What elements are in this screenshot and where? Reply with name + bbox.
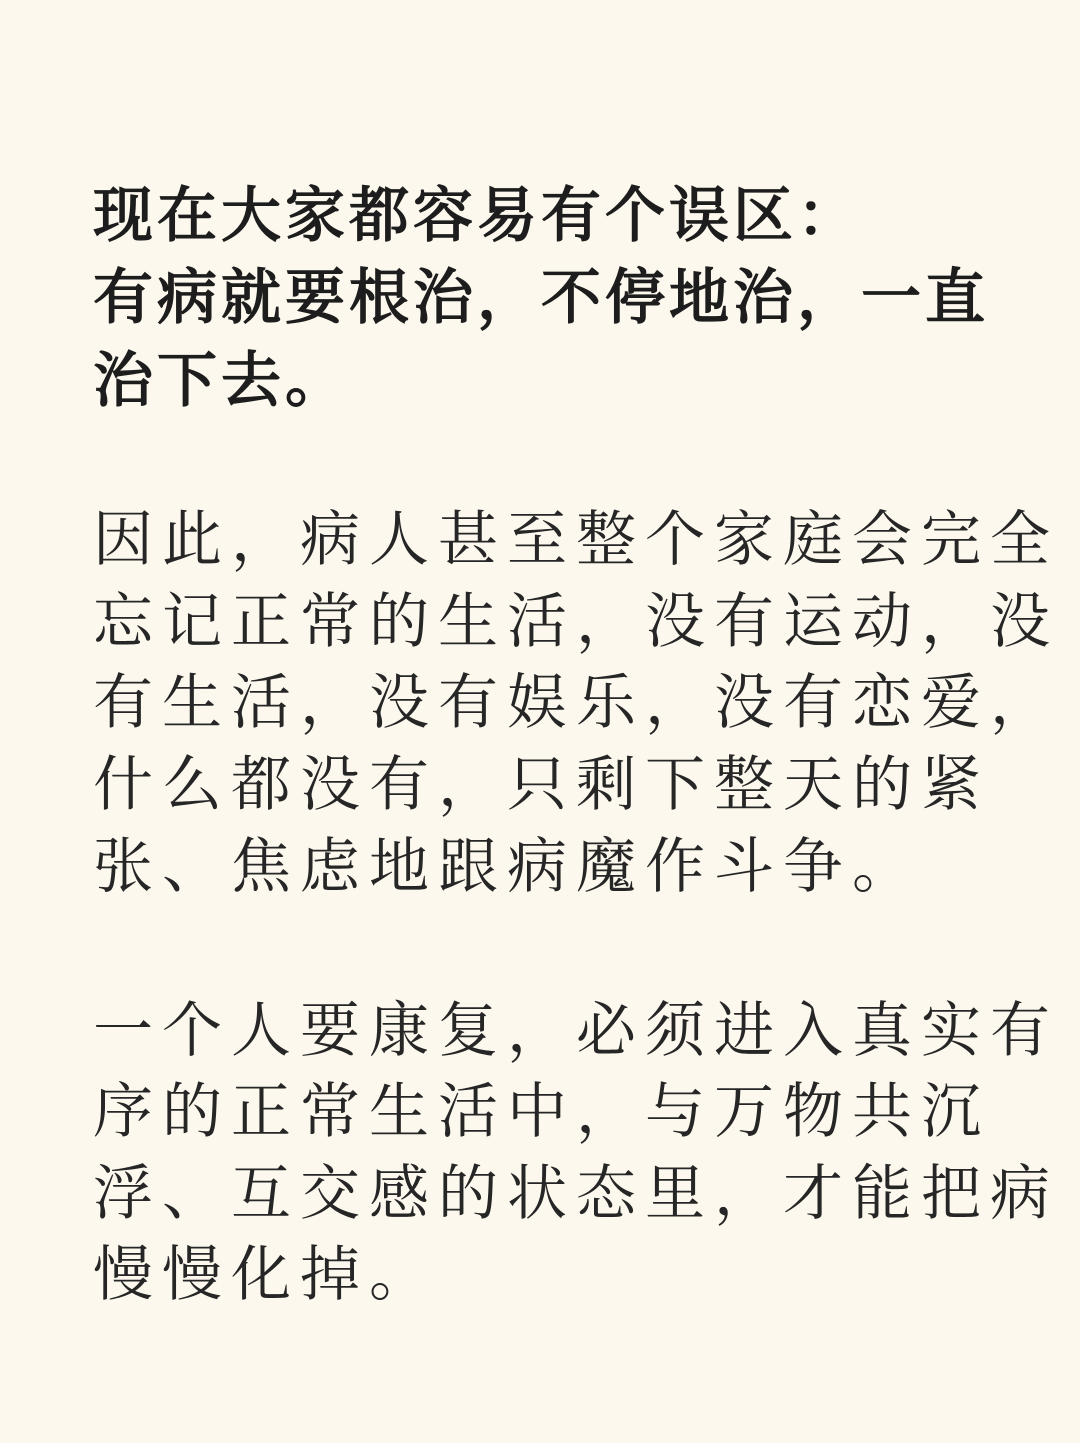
paragraph-2-line-4: 慢慢化掉。: [93, 1240, 438, 1310]
paragraph-1-line-4: 什么都没有，只剩下整天的紧: [93, 750, 990, 820]
heading-line-1: 现在大家都容易有个误区：: [93, 181, 861, 251]
paragraph-1-line-2: 忘记正常的生活，没有运动，没: [93, 587, 1059, 657]
paragraph-1-line-3: 有生活，没有娱乐，没有恋爱，: [93, 668, 1059, 738]
heading-line-2: 有病就要根治，不停地治，一直: [93, 263, 989, 333]
paragraph-2-line-3: 浮、互交感的状态里，才能把病: [93, 1159, 1059, 1229]
heading-line-3: 治下去。: [93, 346, 349, 416]
paragraph-2-line-2: 序的正常生活中，与万物共沉: [93, 1077, 990, 1147]
paragraph-2-line-1: 一个人要康复，必须进入真实有: [93, 996, 1059, 1066]
paragraph-1-line-5: 张、焦虑地跟病魔作斗争。: [93, 832, 921, 902]
paragraph-1-line-1: 因此，病人甚至整个家庭会完全: [93, 505, 1059, 575]
